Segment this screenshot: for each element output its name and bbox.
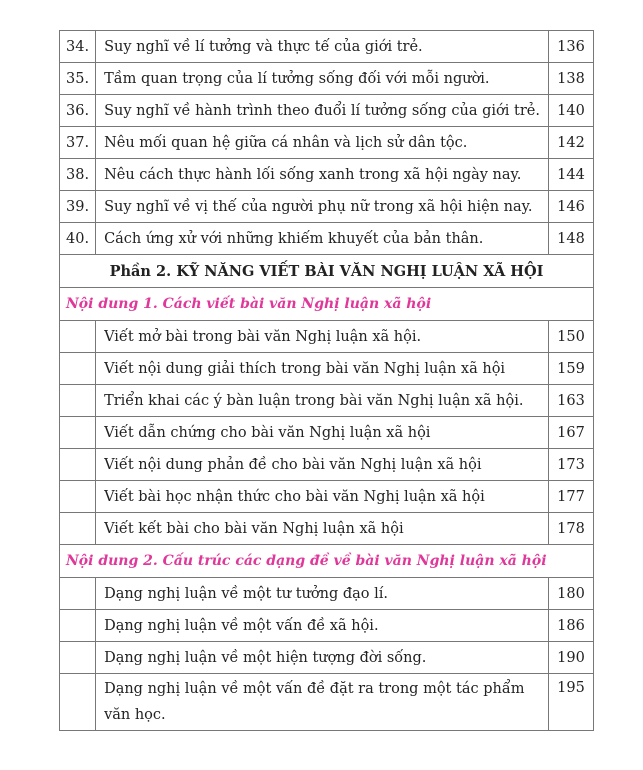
item-title: Viết dẫn chứng cho bài văn Nghị luận xã hội bbox=[96, 417, 549, 449]
item-number bbox=[60, 513, 96, 545]
page-number: 138 bbox=[549, 63, 594, 95]
page-number: 177 bbox=[549, 481, 594, 513]
page-number: 163 bbox=[549, 385, 594, 417]
item-number bbox=[60, 610, 96, 642]
page-number: 142 bbox=[549, 127, 594, 159]
page-number: 180 bbox=[549, 578, 594, 610]
item-number: 35. bbox=[60, 63, 96, 95]
item-number bbox=[60, 385, 96, 417]
page-number: 190 bbox=[549, 642, 594, 674]
item-title: Dạng nghị luận về một tư tưởng đạo lí. bbox=[96, 578, 549, 610]
item-title: Viết nội dung giải thích trong bài văn Nghị luận xã hội bbox=[96, 353, 549, 385]
item-number bbox=[60, 674, 96, 731]
toc-row bbox=[60, 321, 594, 353]
page-number: 186 bbox=[549, 610, 594, 642]
section-heading: Nội dung 1. Cách viết bài văn Nghị luận xã hội bbox=[60, 288, 594, 321]
page-number: 159 bbox=[549, 353, 594, 385]
page-number: 173 bbox=[549, 449, 594, 481]
item-title: Viết bài học nhận thức cho bài văn Nghị luận xã hội bbox=[96, 481, 549, 513]
item-title: Cách ứng xử với những khiếm khuyết của bản thân. bbox=[96, 223, 549, 255]
page-number: 167 bbox=[549, 417, 594, 449]
section-heading: Nội dung 2. Cấu trúc các dạng đề về bài văn Nghị luận xã hội bbox=[60, 545, 594, 578]
toc-row bbox=[60, 159, 594, 191]
item-title: Viết nội dung phản đề cho bài văn Nghị luận xã hội bbox=[96, 449, 549, 481]
toc-row bbox=[60, 223, 594, 255]
item-title: Viết kết bài cho bài văn Nghị luận xã hội bbox=[96, 513, 549, 545]
item-title: Viết mở bài trong bài văn Nghị luận xã hội. bbox=[96, 321, 549, 353]
page-number: 140 bbox=[549, 95, 594, 127]
toc-row bbox=[60, 642, 594, 674]
item-number bbox=[60, 578, 96, 610]
item-number: 34. bbox=[60, 31, 96, 63]
toc-row bbox=[60, 674, 594, 731]
toc-row bbox=[60, 610, 594, 642]
item-title: Triển khai các ý bàn luận trong bài văn Nghị luận xã hội. bbox=[96, 385, 549, 417]
toc-row bbox=[60, 513, 594, 545]
toc-row bbox=[60, 417, 594, 449]
toc-row bbox=[60, 95, 594, 127]
item-title: Nêu cách thực hành lối sống xanh trong xã hội ngày nay. bbox=[96, 159, 549, 191]
toc-row bbox=[60, 578, 594, 610]
item-number: 37. bbox=[60, 127, 96, 159]
item-title: Dạng nghị luận về một vấn đề đặt ra trong một tác phẩm văn học. bbox=[96, 674, 549, 731]
page-number: 136 bbox=[549, 31, 594, 63]
toc-row bbox=[60, 63, 594, 95]
item-title: Suy nghĩ về hành trình theo đuổi lí tưởng sống của giới trẻ. bbox=[96, 95, 549, 127]
item-title: Suy nghĩ về vị thế của người phụ nữ trong xã hội hiện nay. bbox=[96, 191, 549, 223]
toc-row bbox=[60, 353, 594, 385]
item-title: Suy nghĩ về lí tưởng và thực tế của giới trẻ. bbox=[96, 31, 549, 63]
toc-row bbox=[60, 191, 594, 223]
part-heading: Phần 2. KỸ NĂNG VIẾT BÀI VĂN NGHỊ LUẬN XÃ HỘI bbox=[60, 255, 594, 288]
toc-row bbox=[60, 127, 594, 159]
item-title: Tầm quan trọng của lí tưởng sống đối với mỗi người. bbox=[96, 63, 549, 95]
item-number: 38. bbox=[60, 159, 96, 191]
toc-row bbox=[60, 481, 594, 513]
section-heading-row bbox=[60, 545, 594, 578]
item-number bbox=[60, 642, 96, 674]
page-number: 144 bbox=[549, 159, 594, 191]
item-title: Dạng nghị luận về một vấn đề xã hội. bbox=[96, 610, 549, 642]
item-title: Nêu mối quan hệ giữa cá nhân và lịch sử dân tộc. bbox=[96, 127, 549, 159]
item-number: 39. bbox=[60, 191, 96, 223]
page-number: 178 bbox=[549, 513, 594, 545]
toc-row bbox=[60, 385, 594, 417]
item-number bbox=[60, 481, 96, 513]
item-number bbox=[60, 353, 96, 385]
item-number bbox=[60, 321, 96, 353]
page-number: 195 bbox=[549, 674, 594, 731]
toc-row bbox=[60, 31, 594, 63]
section-heading-row bbox=[60, 288, 594, 321]
item-number bbox=[60, 417, 96, 449]
toc-row bbox=[60, 449, 594, 481]
page-number: 148 bbox=[549, 223, 594, 255]
item-number bbox=[60, 449, 96, 481]
item-title: Dạng nghị luận về một hiện tượng đời sống. bbox=[96, 642, 549, 674]
page-number: 150 bbox=[549, 321, 594, 353]
table-of-contents bbox=[59, 30, 594, 731]
page-number: 146 bbox=[549, 191, 594, 223]
item-number: 36. bbox=[60, 95, 96, 127]
part-heading-row bbox=[60, 255, 594, 288]
item-number: 40. bbox=[60, 223, 96, 255]
